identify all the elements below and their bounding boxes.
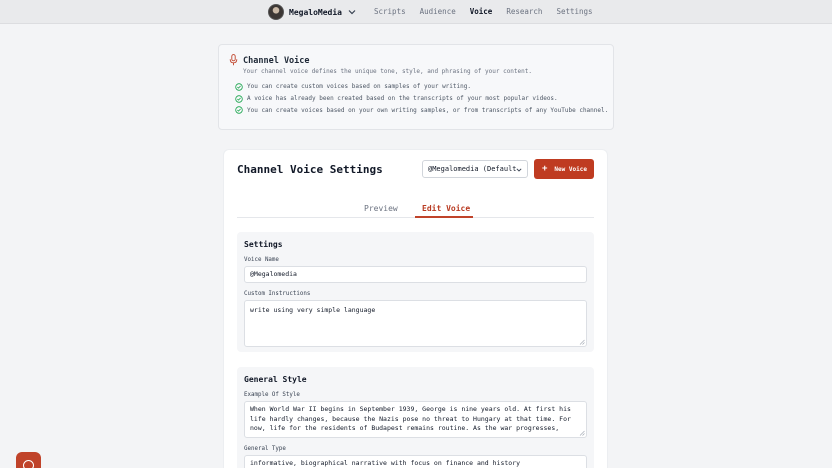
chat-bubble-icon	[23, 460, 34, 468]
chevron-down-icon	[347, 7, 357, 17]
info-bullet-list	[235, 81, 608, 116]
resize-handle-icon[interactable]	[579, 339, 585, 345]
info-bullet	[235, 81, 608, 93]
avatar	[268, 4, 284, 20]
tab-edit-voice[interactable]: Edit Voice	[422, 204, 471, 213]
voice-name-input[interactable]	[244, 266, 587, 283]
custom-instructions-value: write using very simple language	[250, 306, 376, 314]
nav-link-research[interactable]: Research	[506, 7, 543, 16]
info-bullet-text: You can create voices based on your own writing samples, or from transcripts of any YouTube channel.	[247, 106, 609, 114]
brand-name: MegaloMedia	[289, 7, 342, 17]
example-of-style-label: Example Of Style	[244, 392, 300, 398]
settings-section-title: Settings	[244, 240, 283, 249]
plus-icon: +	[542, 163, 548, 174]
general-type-value: informative, biographical narrative with focus on finance and history	[250, 459, 521, 467]
new-voice-label: New Voice	[554, 165, 587, 173]
check-circle-icon	[235, 83, 243, 91]
new-voice-button[interactable]	[534, 159, 594, 179]
voice-tabs	[237, 197, 594, 218]
check-circle-icon	[235, 95, 243, 103]
nav-link-audience[interactable]: Audience	[419, 7, 456, 16]
info-bullet-text: A voice has already been created based on the transcripts of your most popular videos.	[247, 95, 558, 103]
example-of-style-value: When World War II begins in September 1939, George is nine years old. At first his life hardly changes, because the Nazis pose no threat to Hungary at that time. For now, life for the residents of Budapest remains routine. As the war progresses,	[250, 405, 571, 433]
channel-voice-settings-card	[224, 150, 607, 468]
voice-select[interactable]	[422, 160, 528, 178]
nav-link-scripts[interactable]: Scripts	[374, 7, 406, 16]
account-switcher[interactable]	[268, 4, 357, 20]
custom-instructions-textarea[interactable]	[244, 300, 587, 347]
chat-support-button[interactable]	[16, 452, 41, 468]
page-title: Channel Voice Settings	[237, 163, 383, 176]
voice-select-value: @Megalomedia (Default	[428, 165, 517, 173]
voice-name-label: Voice Name	[244, 257, 279, 263]
resize-handle-icon[interactable]	[579, 430, 585, 436]
info-title: Channel Voice	[243, 56, 310, 66]
info-bullet	[235, 93, 608, 105]
info-bullet	[235, 104, 608, 116]
general-style-section	[237, 367, 594, 468]
voice-name-value: @Megalomedia	[250, 270, 297, 278]
tab-preview[interactable]: Preview	[364, 204, 398, 213]
nav-link-voice[interactable]: Voice	[469, 7, 493, 16]
general-type-label: General Type	[244, 446, 286, 452]
main-nav	[374, 7, 607, 16]
check-circle-icon	[235, 106, 243, 114]
info-subtitle: Your channel voice defines the unique tone, style, and phrasing of your content.	[243, 68, 532, 75]
microphone-icon	[229, 54, 238, 66]
example-of-style-textarea[interactable]	[244, 401, 587, 438]
top-navigation-bar	[0, 0, 832, 24]
channel-voice-info-card	[218, 44, 614, 130]
general-style-title: General Style	[244, 375, 307, 384]
info-bullet-text: You can create custom voices based on samples of your writing.	[247, 83, 471, 91]
custom-instructions-label: Custom Instructions	[244, 291, 311, 297]
settings-section	[237, 232, 594, 352]
chevron-down-icon	[515, 166, 523, 174]
active-tab-indicator	[415, 216, 473, 218]
nav-link-settings[interactable]: Settings	[556, 7, 593, 16]
general-type-input[interactable]	[244, 455, 587, 468]
